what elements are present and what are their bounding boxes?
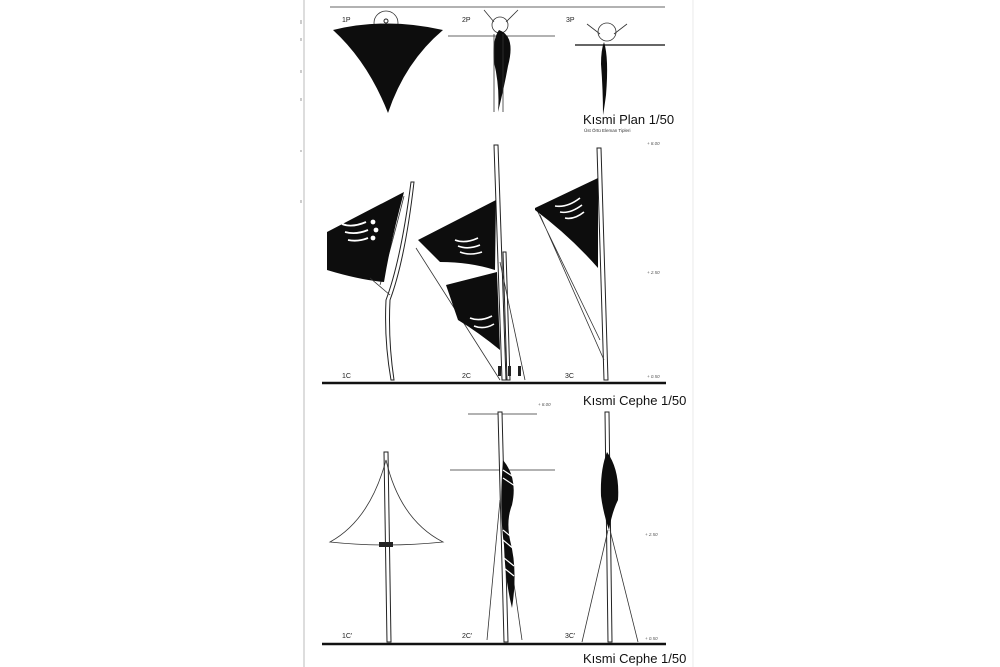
elevation-section-2: [322, 402, 686, 666]
plan-section: [330, 7, 674, 133]
plan-label-1p: 1P: [342, 17, 351, 24]
elevation-1-level-base: + 0.50: [647, 374, 660, 379]
elevation-3c-prime: [582, 412, 638, 642]
plan-2p: [448, 10, 555, 112]
plan-1p-membrane: [333, 24, 443, 114]
plan-3p: [587, 23, 627, 115]
elevation-1-label-2c: 2C: [462, 373, 471, 380]
elevation-2c: [416, 145, 525, 380]
elevation-1-title: Kısmi Cephe 1/50: [583, 393, 687, 408]
plan-label-3p: 3P: [566, 17, 575, 24]
elevation-3c-membrane: [535, 178, 598, 268]
plan-title: Kısmi Plan 1/50: [583, 112, 675, 127]
plan-label-2p: 2P: [462, 17, 471, 24]
elevation-2-level-mid: + 2.50: [645, 532, 658, 537]
elevation-3c-prime-membrane: [601, 452, 618, 530]
plan-2p-membrane: [494, 30, 511, 112]
elevation-1-level-mid: + 2.50: [647, 270, 660, 275]
elevation-2-label-1c-prime: 1C': [342, 633, 353, 640]
elevation-1c-membrane: [327, 192, 404, 282]
elevation-1-label-3c: 3C: [565, 373, 574, 380]
elevation-2-level-top: + 8.00: [538, 402, 551, 407]
elevation-2-label-2c-prime: 2C': [462, 633, 473, 640]
plan-3p-membrane: [601, 42, 607, 115]
elevation-1c: [327, 182, 414, 380]
elevation-2-level-base: + 0.50: [645, 636, 658, 641]
elevation-section-1: [322, 141, 686, 408]
elevation-2-label-3c-prime: 3C': [565, 633, 576, 640]
elevation-1-level-top: + 8.00: [647, 141, 660, 146]
elevation-3c: [535, 148, 608, 380]
elevation-1c-prime: [330, 452, 443, 642]
elevation-1-label-1c: 1C: [342, 373, 351, 380]
plan-1p: [333, 11, 443, 113]
plan-subtitle: Üst Örtü Eleman Tipleri: [584, 128, 631, 133]
elevation-2-title: Kısmi Cephe 1/50: [583, 651, 687, 666]
elevation-2c-prime: [450, 412, 555, 642]
elevation-2c-upper-membrane: [418, 200, 496, 270]
